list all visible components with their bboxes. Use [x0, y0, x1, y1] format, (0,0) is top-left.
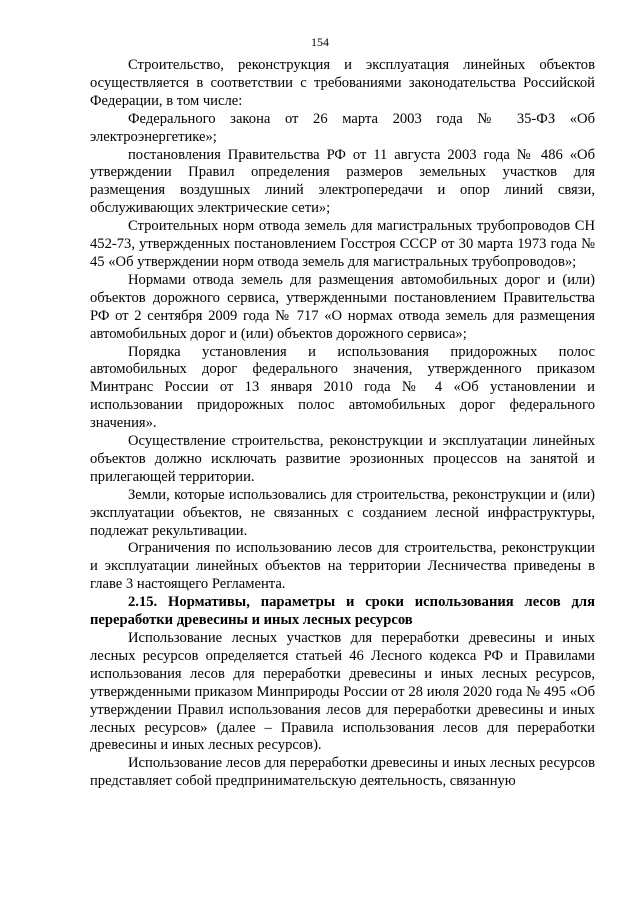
page-number: 154	[311, 35, 329, 49]
paragraph: Строительных норм отвода земель для магистральных трубопроводов СН 452-73, утвержденных постановлением Госстроя СССР от 30 марта 1973 года № 45 «Об утверждении норм отвода земель для магистральных трубопроводов»;	[90, 218, 595, 270]
paragraph: Осуществление строительства, реконструкции и эксплуатации линейных объектов должно исключать развитие эрозионных процессов на занятой и прилегающей территории.	[90, 433, 595, 485]
paragraph: Порядка установления и использования придорожных полос автомобильных дорог федерального значения, утвержденного приказом Минтранс России от 13 января 2010 года № 4 «Об установлении и использовании придорожных полос автомобильных дорог федерального значения».	[90, 343, 595, 432]
document-body	[90, 57, 595, 791]
section-heading: 2.15. Нормативы, параметры и сроки использования лесов для переработки древесины и иных лесных ресурсов	[90, 594, 595, 629]
paragraph: Федерального закона от 26 марта 2003 года № 35-ФЗ «Об электроэнергетике»;	[90, 110, 595, 145]
paragraph: Ограничения по использованию лесов для строительства, реконструкции и эксплуатации линейных объектов на территории Лесничества приведены в главе 3 настоящего Регламента.	[90, 540, 595, 593]
paragraph: Нормами отвода земель для размещения автомобильных дорог и (или) объектов дорожного сервиса, утвержденными постановлением Правительства РФ от 2 сентября 2009 года № 717 «О нормах отвода земель для размещения автомобильных дорог и (или) объектов дорожного сервиса»;	[90, 271, 595, 342]
paragraph: Строительство, реконструкция и эксплуатация линейных объектов осуществляется в соответствии с требованиями законодательства Российской Федерации, в том числе:	[90, 57, 595, 109]
paragraph: Использование лесных участков для переработки древесины и иных лесных ресурсов определяется статьей 46 Лесного кодекса РФ и Правилами использования лесов для переработки древесины и иных лесных ресурсов, утвержденными приказом Минприроды России от 28 июля 2020 года № 495 «Об утверждении Правил использования лесов для переработки древесины и иных лесных ресурсов» (далее – Правила использования лесов для переработки древесины и иных лесных ресурсов).	[90, 630, 595, 754]
paragraph: Земли, которые использовались для строительства, реконструкции и (или) эксплуатации объектов, не связанных с созданием лесной инфраструктуры, подлежат рекультивации.	[90, 486, 595, 539]
paragraph: Использование лесов для переработки древесины и иных лесных ресурсов представляет собой предпринимательскую деятельность, связанную	[90, 755, 595, 790]
paragraph: постановления Правительства РФ от 11 августа 2003 года № 486 «Об утверждении Правил определения размеров земельных участков для размещения воздушных линий электропередачи и опор линий связи, обслуживающих электрические сети»;	[90, 146, 595, 217]
